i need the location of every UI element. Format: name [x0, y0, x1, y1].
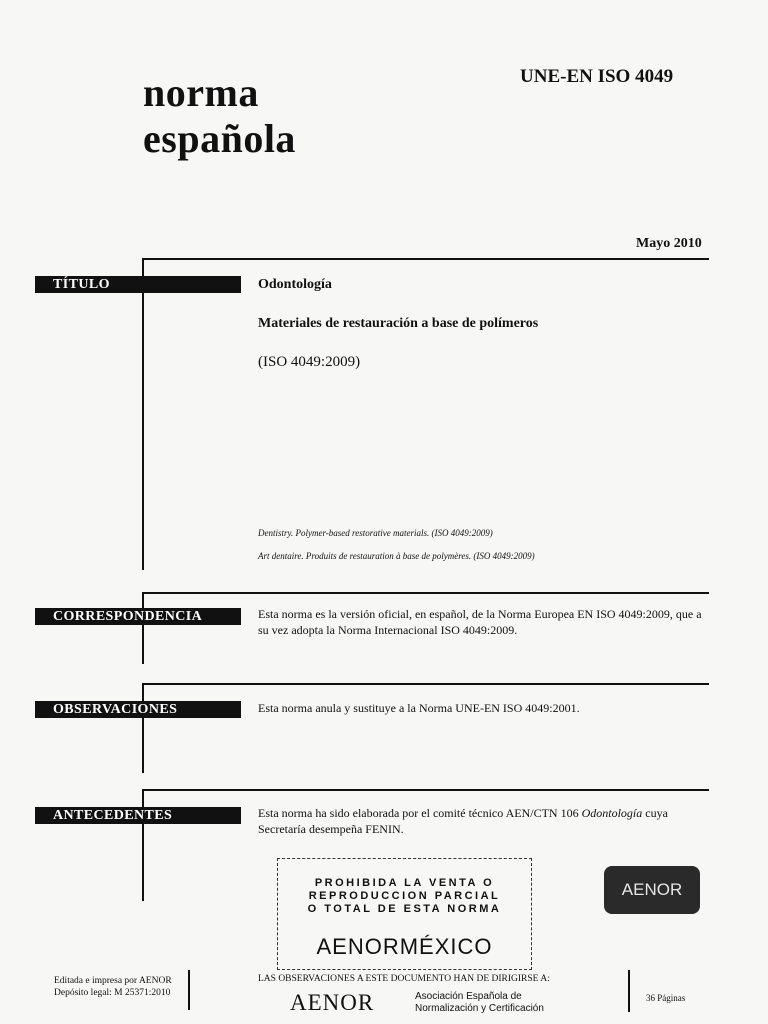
observaciones-text: Esta norma anula y sustituye a la Norma UNE-EN ISO 4049:2001.	[258, 701, 580, 715]
section-vertical-rule	[142, 258, 144, 570]
assoc-line-1: Asociación Española de	[415, 991, 522, 1002]
label-titulo: TÍTULO	[35, 276, 241, 293]
label-antecedentes: ANTECEDENTES	[35, 807, 241, 824]
section-vertical-rule	[142, 789, 144, 901]
footer-edited: Editada e impresa por AENOR	[54, 976, 172, 986]
title-line-2: española	[143, 116, 296, 161]
footer-deposit: Depósito legal: M 25371:2010	[54, 988, 171, 998]
footer-edition	[54, 975, 172, 999]
antecedentes-text-part: Esta norma ha sido elaborada por el comité técnico AEN/CTN 106	[258, 806, 582, 820]
section-divider	[142, 789, 709, 791]
section-divider	[142, 683, 709, 685]
aenor-association	[415, 991, 544, 1015]
iso-reference: (ISO 4049:2009)	[258, 354, 361, 370]
aenor-logo-text: AENOR	[290, 990, 375, 1015]
stamp-line-1: PROHIBIDA LA VENTA O	[314, 877, 495, 889]
prohibition-stamp	[277, 858, 532, 970]
section-vertical-rule	[142, 683, 144, 773]
committee-name: Odontología	[581, 806, 643, 820]
aenor-seal: AENOR	[604, 866, 700, 914]
french-title: Art dentaire. Produits de restauration à base de polymères. (ISO 4049:2009)	[258, 551, 535, 561]
footer-divider	[188, 970, 190, 1010]
section-divider	[142, 592, 709, 594]
subject-title: Odontología	[258, 277, 332, 292]
page-count: 36 Páginas	[646, 993, 686, 1003]
stamp-line-3: O TOTAL DE ESTA NORMA	[307, 903, 502, 915]
footer-observations: LAS OBSERVACIONES A ESTE DOCUMENTO HAN DE DIRIGIRSE A:	[258, 974, 550, 984]
document-title	[143, 70, 296, 162]
label-correspondencia: CORRESPONDENCIA	[35, 608, 241, 625]
english-title: Dentistry. Polymer-based restorative materials. (ISO 4049:2009)	[258, 528, 493, 538]
section-vertical-rule	[142, 592, 144, 664]
stamp-line-2: REPRODUCCION PARCIAL	[308, 890, 501, 902]
subtitle: Materiales de restauración a base de polímeros	[258, 316, 539, 331]
correspondencia-text: Esta norma es la versión oficial, en español, de la Norma Europea EN ISO 4049:2009, que a su vez adopta la Norma Internacional ISO 4049:2009.	[258, 607, 702, 637]
antecedentes-text	[258, 805, 713, 837]
label-observaciones: OBSERVACIONES	[35, 701, 241, 718]
title-line-1: norma	[143, 70, 259, 115]
assoc-line-2: Normalización y Certificación	[415, 1003, 544, 1014]
publication-date: Mayo 2010	[636, 236, 702, 251]
standard-code: UNE-EN ISO 4049	[520, 66, 674, 87]
footer-divider	[628, 970, 630, 1012]
stamp-name: AENORMÉXICO	[316, 934, 493, 959]
antecedentes-text-part: cuya Secretaría desempeña FENIN.	[258, 806, 668, 836]
section-divider	[142, 258, 709, 260]
